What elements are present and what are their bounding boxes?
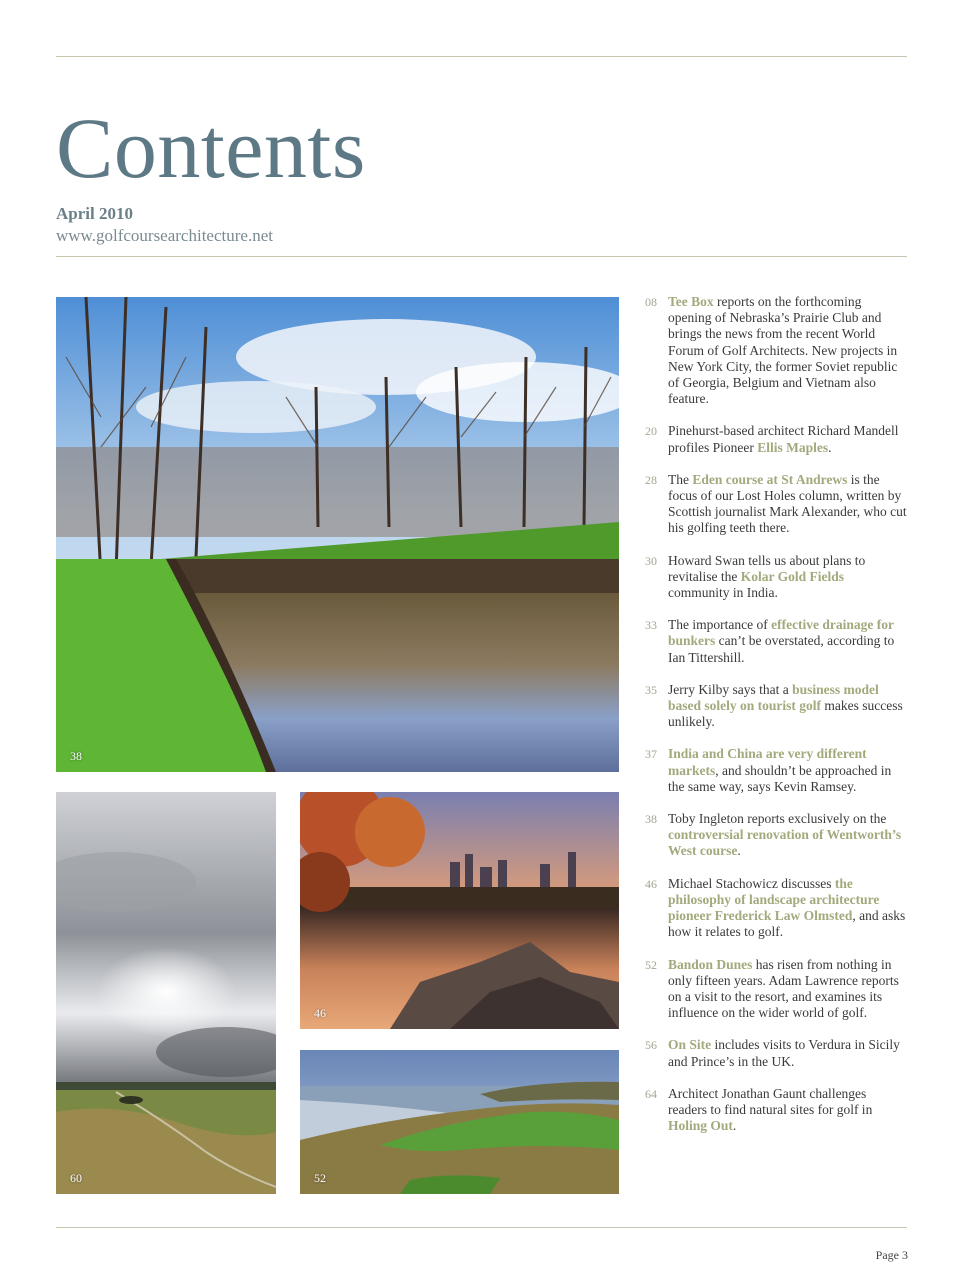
toc-highlight-text[interactable]: India and China are very different markets	[668, 746, 867, 778]
toc-highlight-text[interactable]: the philosophy of landscape architecture pioneer Frederick Law Olmsted	[668, 875, 880, 924]
toc-text: .	[828, 439, 832, 455]
page-title: Contents	[56, 100, 366, 196]
toc-text: Architect Jonathan Gaunt challenges readers to find natural sites for golf in	[668, 1085, 873, 1117]
footer-rule	[56, 1227, 907, 1228]
toc-text: Michael Stachowicz discusses	[668, 875, 835, 891]
toc-entry[interactable]	[645, 957, 907, 1022]
toc-entry[interactable]	[645, 472, 907, 537]
photo-park-skyline-image	[300, 792, 619, 1029]
photo-page-number: 60	[70, 1171, 82, 1185]
toc-page-number: 52	[645, 957, 657, 972]
table-of-contents	[645, 294, 907, 1134]
photo-stormy-links	[56, 792, 276, 1194]
toc-highlight-text[interactable]: Holing Out	[668, 1118, 733, 1134]
toc-page-number: 56	[645, 1038, 657, 1053]
toc-page-number: 64	[645, 1086, 657, 1101]
toc-entry[interactable]	[645, 876, 907, 941]
toc-entry[interactable]	[645, 1037, 907, 1069]
toc-text: can’t be overstated, according to Ian Tittershill.	[668, 633, 895, 665]
toc-highlight-text[interactable]: Ellis Maples	[757, 439, 829, 455]
toc-text: Jerry Kilby says that a	[668, 681, 793, 697]
toc-page-number: 08	[645, 295, 657, 309]
toc-text: has risen from nothing in only fifteen years. Adam Lawrence reports on a visit to the resort, and examines its influence on the wider world of golf.	[668, 956, 899, 1021]
toc-text: reports on the forthcoming opening of Nebraska’s Prairie Club and brings the news from the recent World Forum of Golf Architects. New projects in New York City, the former Soviet republic of Georgia, Belgium and Vietnam also feature.	[668, 294, 898, 407]
toc-entry[interactable]	[645, 617, 907, 666]
toc-highlight-text[interactable]: Kolar Gold Fields	[740, 568, 844, 584]
toc-entry[interactable]	[645, 294, 907, 407]
issue-date: April 2010	[56, 204, 133, 223]
photo-parkland-water	[56, 297, 619, 772]
toc-page-number: 38	[645, 812, 657, 827]
toc-text: Pinehurst-based architect Richard Mandell profiles Pioneer	[668, 423, 899, 455]
toc-entry[interactable]	[645, 553, 907, 602]
toc-text: includes visits to Verdura in Sicily and Prince’s in the UK.	[668, 1037, 900, 1069]
toc-page-number: 30	[645, 553, 657, 568]
photo-page-number: 38	[70, 749, 82, 763]
toc-text: community in India.	[668, 585, 778, 601]
top-rule	[56, 56, 907, 57]
toc-text: .	[737, 843, 741, 859]
photo-page-number: 46	[314, 1006, 326, 1020]
photo-park-skyline	[300, 792, 619, 1029]
toc-entry[interactable]	[645, 811, 907, 860]
toc-page-number: 37	[645, 747, 657, 762]
toc-text: is the focus of our Lost Holes column, written by Scottish journalist Mark Alexander, who cut his golfing teeth there.	[668, 471, 907, 536]
toc-highlight-text[interactable]: controversial renovation of Wentworth’s West course	[668, 827, 902, 859]
toc-text: , and shouldn’t be approached in the same way, says Kevin Ramsey.	[668, 762, 892, 794]
toc-text: The importance of	[668, 617, 772, 633]
toc-text: makes success unlikely.	[668, 698, 903, 730]
toc-page-number: 20	[645, 424, 657, 439]
toc-highlight-text[interactable]: business model based solely on tourist golf	[668, 681, 879, 714]
toc-page-number: 35	[645, 682, 657, 697]
toc-highlight-text[interactable]: Bandon Dunes	[668, 956, 753, 972]
toc-text: , and asks how it relates to golf.	[668, 908, 906, 940]
toc-text: Howard Swan tells us about plans to revitalise the	[668, 552, 866, 584]
header-rule	[56, 256, 907, 257]
photo-parkland-water-image	[56, 297, 619, 772]
toc-text: .	[732, 1118, 737, 1134]
toc-text: Toby Ingleton reports exclusively on the	[668, 811, 887, 827]
photo-ocean-links	[300, 1050, 619, 1194]
toc-entry[interactable]	[645, 682, 907, 731]
toc-entry[interactable]	[645, 423, 907, 455]
footer-page-number: Page 3	[875, 1248, 908, 1262]
toc-text: The	[668, 471, 693, 487]
toc-highlight-text[interactable]: effective drainage for bunkers	[668, 617, 894, 649]
toc-highlight-text[interactable]: On Site	[668, 1037, 712, 1053]
website-url[interactable]: www.golfcoursearchitecture.net	[56, 226, 273, 245]
toc-highlight-text[interactable]: Eden course at St Andrews	[692, 471, 848, 487]
photo-ocean-links-image	[300, 1050, 619, 1194]
photo-stormy-links-image	[56, 792, 276, 1194]
toc-entry[interactable]	[645, 746, 907, 795]
toc-page-number: 46	[645, 876, 657, 891]
photo-page-number: 52	[314, 1171, 326, 1185]
toc-page-number: 33	[645, 618, 657, 633]
toc-highlight-text[interactable]: Tee Box	[668, 294, 714, 309]
toc-page-number: 28	[645, 472, 657, 487]
toc-entry[interactable]	[645, 1086, 907, 1135]
